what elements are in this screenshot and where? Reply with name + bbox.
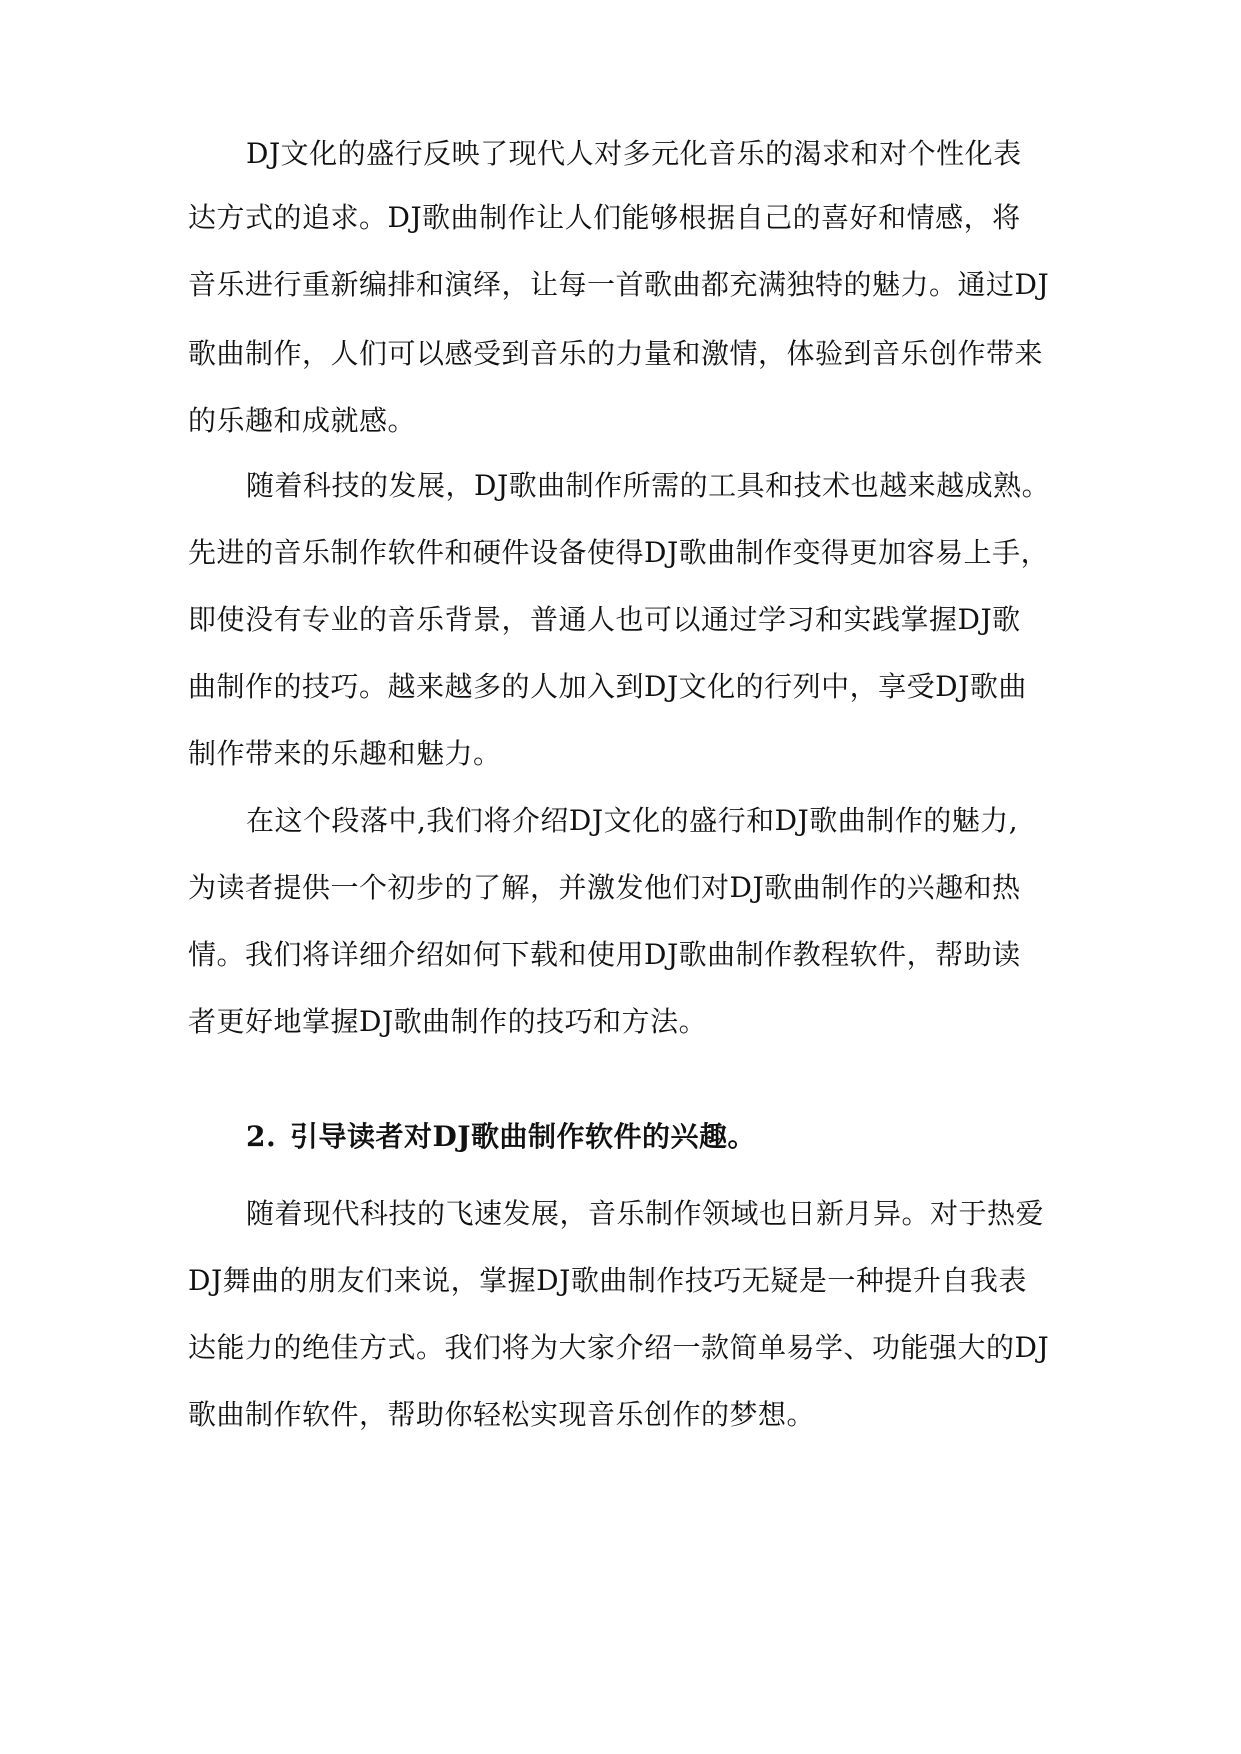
paragraph-line: 曲制作的技巧。越来越多的人加入到DJ文化的行列中，享受DJ歌曲 <box>188 670 1027 703</box>
paragraph-line: DJ舞曲的朋友们来说，掌握DJ歌曲制作技巧无疑是一种提升自我表 <box>188 1264 1027 1297</box>
paragraph-line: 情。我们将详细介绍如何下载和使用DJ歌曲制作教程软件，帮助读 <box>188 938 1021 971</box>
paragraph-line: 歌曲制作，人们可以感受到音乐的力量和激情，体验到音乐创作带来 <box>188 337 1044 370</box>
paragraph-line: 歌曲制作软件，帮助你轻松实现音乐创作的梦想。 <box>188 1398 816 1431</box>
paragraph-line: 为读者提供一个初步的了解，并激发他们对DJ歌曲制作的兴趣和热 <box>188 871 1021 904</box>
paragraph-line: 者更好地掌握DJ歌曲制作的技巧和方法。 <box>188 1005 708 1038</box>
section-number: 2. <box>246 1120 277 1153</box>
paragraph-line: 随着科技的发展，DJ歌曲制作所需的工具和技术也越来越成熟。 <box>246 469 1051 502</box>
paragraph-line: 达能力的绝佳方式。我们将为大家介绍一款简单易学、功能强大的DJ <box>188 1331 1050 1364</box>
section-title: 引导读者对DJ歌曲制作软件的兴趣。 <box>290 1120 757 1153</box>
paragraph-line: 达方式的追求。DJ歌曲制作让人们能够根据自己的喜好和情感，将 <box>188 201 1021 234</box>
paragraph-line: 即使没有专业的音乐背景，普通人也可以通过学习和实践掌握DJ歌 <box>188 603 1021 636</box>
paragraph-line: 的乐趣和成就感。 <box>188 404 417 437</box>
paragraph-line: 音乐进行重新编排和演绎，让每一首歌曲都充满独特的魅力。通过DJ <box>188 268 1050 301</box>
paragraph-line: 在这个段落中,我们将介绍DJ文化的盛行和DJ歌曲制作的魅力, <box>246 804 1019 837</box>
paragraph-line: 随着现代科技的飞速发展，音乐制作领域也日新月异。对于热爱 <box>246 1197 1045 1230</box>
paragraph-line: 制作带来的乐趣和魅力。 <box>188 737 502 770</box>
paragraph-line: 先进的音乐制作软件和硬件设备使得DJ歌曲制作变得更加容易上手， <box>188 536 1050 569</box>
paragraph-line: DJ文化的盛行反映了现代人对多元化音乐的渴求和对个性化表 <box>246 137 1022 170</box>
